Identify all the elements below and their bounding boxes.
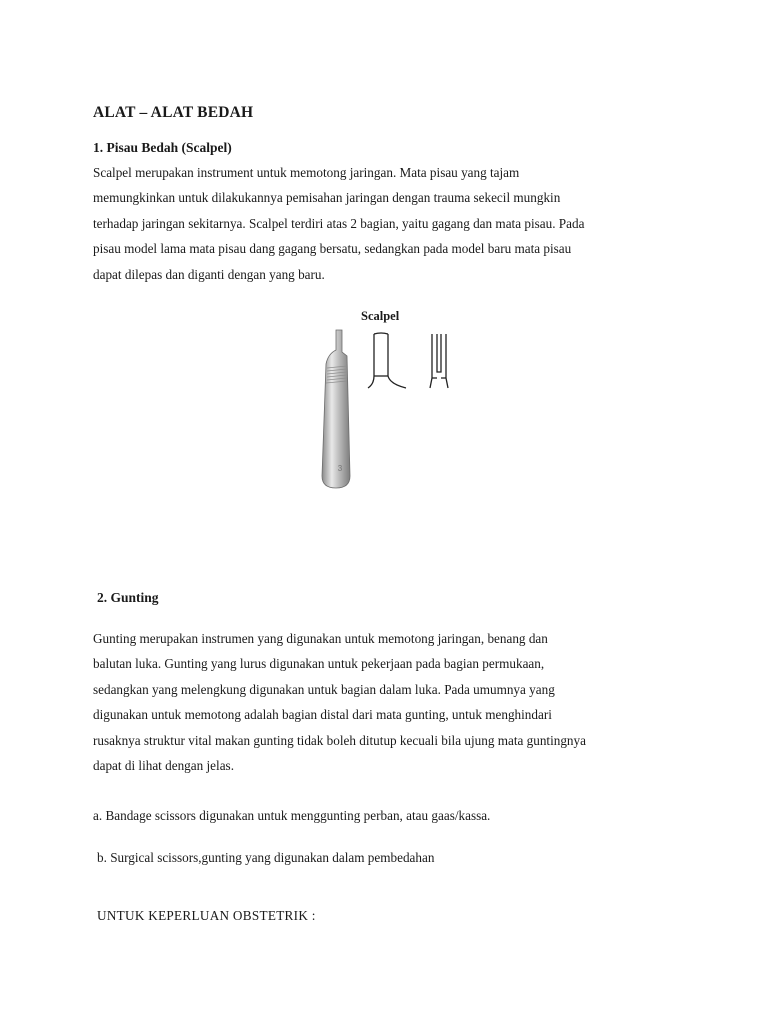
paragraph-line: rusaknya struktur vital makan gunting tidak boleh ditutup kecuali bila ujung mata guntingnya (93, 733, 586, 748)
figure-caption: Scalpel (361, 309, 400, 323)
section-heading-obstetrik: UNTUK KEPERLUAN OBSTETRIK : (97, 908, 316, 923)
paragraph-line: balutan luka. Gunting yang lurus digunakan untuk pekerjaan pada bagian permukaan, (93, 656, 545, 671)
paragraph-line: Scalpel merupakan instrument untuk memotong jaringan. Mata pisau yang tajam (93, 165, 520, 180)
paragraph-line: sedangkan yang melengkung digunakan untuk bagian dalam luka. Pada umumnya yang (93, 682, 555, 697)
section-heading-scalpel: 1. Pisau Bedah (Scalpel) (93, 140, 232, 155)
paragraph-line: terhadap jaringan sekitarnya. Scalpel terdiri atas 2 bagian, yaitu gagang dan mata pisau. Pada (93, 216, 585, 231)
blade-slot-outline-icon (430, 334, 448, 388)
section-heading-gunting: 2. Gunting (97, 590, 159, 605)
list-item-surgical-scissors: b. Surgical scissors,gunting yang digunakan dalam pembedahan (97, 850, 435, 865)
handle-number: 3 (337, 464, 343, 473)
list-item-bandage-scissors: a. Bandage scissors digunakan untuk menggunting perban, atau gaas/kassa. (93, 808, 491, 823)
paragraph-line: dapat dilepas dan diganti dengan yang baru. (93, 267, 325, 282)
paragraph-line: memungkinkan untuk dilakukannya pemisahan jaringan dengan trauma sekecil mungkin (93, 190, 561, 205)
document-title: ALAT – ALAT BEDAH (93, 104, 254, 121)
scalpel-illustration (310, 326, 470, 496)
paragraph-line: Gunting merupakan instrumen yang digunakan untuk memotong jaringan, benang dan (93, 631, 548, 646)
paragraph-line: digunakan untuk memotong adalah bagian distal dari mata gunting, untuk menghindari (93, 707, 552, 722)
scalpel-handle-icon (322, 330, 350, 488)
blade-mount-outline-icon (368, 333, 406, 388)
paragraph-line: dapat di lihat dengan jelas. (93, 758, 234, 773)
paragraph-line: pisau model lama mata pisau dang gagang bersatu, sedangkan pada model baru mata pisau (93, 241, 572, 256)
